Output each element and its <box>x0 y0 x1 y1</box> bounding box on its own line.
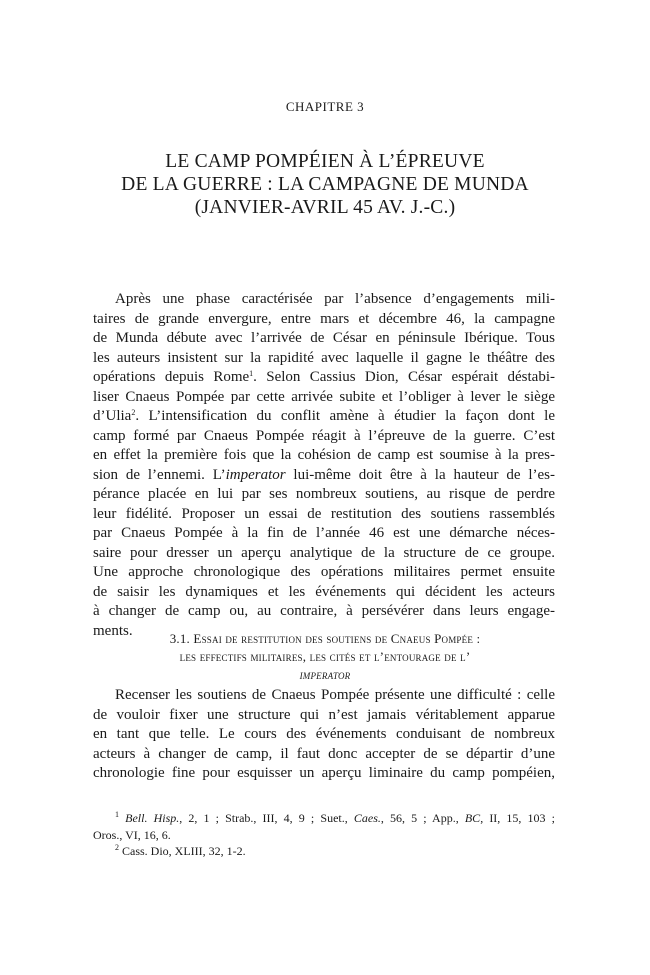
text-line: en effet la première fois que la cohésion de camp est soumise à la pres- <box>93 447 555 463</box>
text-line: de saisir les dynamiques et les événements qui décident les acteurs <box>93 583 555 600</box>
text-line: Après une phase caractérisée par l’absence d’engagements mili- <box>115 291 555 307</box>
chapter-title <box>0 150 650 219</box>
chapter-title-line: DE LA GUERRE : LA CAMPAGNE DE MUNDA <box>121 174 529 195</box>
text-line: camp formé par Cnaeus Pompée réagit à l’épreuve de la guerre. C’est <box>93 427 555 444</box>
text-line: d’Ulia$^2$. L’intensification du conflit amène à étudier la façon dont le <box>93 408 555 424</box>
text-line: de vouloir fixer une structure qui n’est jamais véritablement apparue <box>93 706 555 723</box>
footnote-ref[interactable]: 1 <box>249 369 254 378</box>
text-line: taires de grande envergure, entre mars et décembre 46, la campagne <box>93 310 555 327</box>
section-heading-line: les effectifs militaires, les cités et l’entourage de l’ imperator <box>179 649 471 682</box>
text-line: opérations depuis Rome$^1$. Selon Cassius Dion, César espérait déstabi- <box>93 369 555 385</box>
footnotes <box>93 810 555 860</box>
text-line: par Cnaeus Pompée à la fin de l’année 46 est une démarche néces- <box>93 525 555 541</box>
text-line: ments. <box>93 622 133 639</box>
text-line: sion de l’ennemi. L’imperator lui-même doit être à la hauteur de l’es- <box>93 466 555 483</box>
text-line: de Munda débute avec l’arrivée de César en péninsule Ibérique. Tous <box>93 330 555 346</box>
text-line: chronologie fine pour esquisser un aperçu liminaire du camp pompéien, <box>93 765 555 781</box>
paragraph-intro <box>93 290 555 641</box>
text-line: pérance placée en lui par ses nombreux soutiens, au risque de perdre <box>93 486 555 502</box>
text-line: saire pour dresser un aperçu analytique de la structure de ce groupe. <box>93 544 555 561</box>
text-line: Une approche chronologique des opérations militaires permet ensuite <box>93 564 555 580</box>
chapter-label: CHAPITRE 3 <box>285 99 365 114</box>
footnote-1: $^1$ Bell. Hisp., 2, 1 ; Strab., III, 4, 9 ; Suet., Caes., 56, 5 ; App., BC, II, 15, 103 ; <box>115 810 556 825</box>
chapter-title-line: LE CAMP POMPÉIEN À L’ÉPREUVE <box>165 151 485 172</box>
text-line: leur fidélité. Proposer un essai de restitution des soutiens rassemblés <box>93 505 555 522</box>
text-line: Recenser les soutiens de Cnaeus Pompée présente une difficulté : celle <box>115 687 555 703</box>
footnote-2: $^2$ Cass. Dio, XLIII, 32, 1-2. <box>115 843 246 858</box>
section-heading-line: 3.1. Essai de restitution des soutiens de Cnaeus Pompée : <box>169 631 481 646</box>
text-line: les auteurs insistent sur la rapidité avec laquelle il gagne le théâtre des <box>93 349 555 366</box>
text-line: à changer de camp ou, au contraire, à persévérer dans leurs engage- <box>93 603 555 619</box>
text-line: acteurs à changer de camp, il faut donc accepter de se départir d’une <box>93 745 555 762</box>
text-line: liser Cnaeus Pompée par cette arrivée subite et l’obliger à lever le siège <box>93 388 555 405</box>
footnote-ref[interactable]: 2 <box>131 408 136 417</box>
section-heading <box>0 630 650 684</box>
footnote-1-continued: Oros., VI, 16, 6. <box>93 827 171 842</box>
chapter-title-line: (JANVIER-AVRIL 45 AV. J.-C.) <box>194 197 456 218</box>
paragraph-section <box>93 686 555 784</box>
text-line: en tant que telle. Le cours des événements conduisant de nombreux <box>93 726 555 742</box>
